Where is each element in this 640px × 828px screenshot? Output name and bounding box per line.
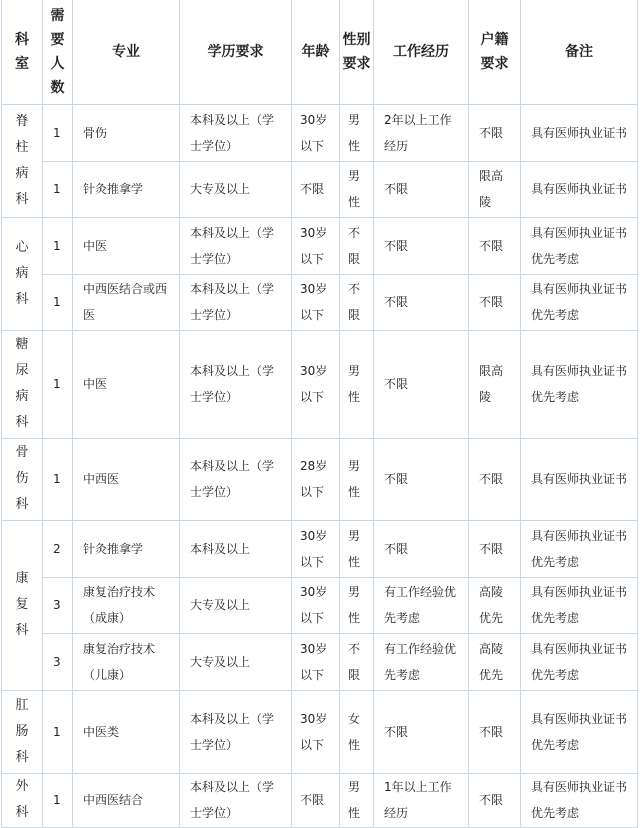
age-cell: 30岁以下 — [292, 633, 340, 690]
count-cell: 1 — [43, 330, 73, 438]
age-cell: 28岁以下 — [292, 438, 340, 520]
count-cell: 1 — [43, 438, 73, 520]
header-gender: 性别 要求 — [340, 0, 374, 104]
education-cell: 本科及以上（学士学位） — [180, 690, 292, 773]
education-cell: 本科及以上 — [180, 520, 292, 577]
gender-cell: 男 性 — [340, 577, 374, 633]
age-cell: 30岁以下 — [292, 690, 340, 773]
count-cell: 2 — [43, 520, 73, 577]
age-cell: 30岁以下 — [292, 520, 340, 577]
table-body — [2, 104, 638, 827]
notes-cell: 具有医师执业证书优先考虑 — [521, 274, 638, 330]
gender-cell: 不 限 — [340, 274, 374, 330]
notes-cell: 具有医师执业证书优先考虑 — [521, 217, 638, 274]
gender-cell: 不 限 — [340, 633, 374, 690]
age-cell: 30岁以下 — [292, 217, 340, 274]
education-cell: 大专及以上 — [180, 577, 292, 633]
major-cell: 中医类 — [73, 690, 180, 773]
dept-cell: 康 复 科 — [2, 520, 43, 690]
experience-cell: 不限 — [374, 274, 469, 330]
table-row — [2, 330, 638, 438]
residence-cell: 不限 — [469, 274, 521, 330]
age-cell: 30岁以下 — [292, 274, 340, 330]
experience-cell: 不限 — [374, 217, 469, 274]
gender-cell: 男 性 — [340, 104, 374, 161]
table-row — [2, 773, 638, 827]
dept-cell: 脊 柱 病 科 — [2, 104, 43, 217]
header-age: 年龄 — [292, 0, 340, 104]
table-row — [2, 161, 638, 217]
table-row — [2, 438, 638, 520]
residence-cell: 不限 — [469, 217, 521, 274]
education-cell: 本科及以上（学士学位） — [180, 217, 292, 274]
dept-cell: 心 病 科 — [2, 217, 43, 330]
major-cell: 中医 — [73, 330, 180, 438]
experience-cell: 2年以上工作经历 — [374, 104, 469, 161]
gender-cell: 男 性 — [340, 438, 374, 520]
age-cell: 30岁以下 — [292, 577, 340, 633]
dept-cell: 肛 肠 科 — [2, 690, 43, 773]
header-row — [2, 0, 638, 104]
header-dept: 科 室 — [2, 0, 43, 104]
dept-cell: 外 科 — [2, 773, 43, 827]
count-cell: 1 — [43, 773, 73, 827]
age-cell: 30岁以下 — [292, 330, 340, 438]
table-row — [2, 690, 638, 773]
gender-cell: 男 性 — [340, 330, 374, 438]
education-cell: 本科及以上（学士学位） — [180, 104, 292, 161]
major-cell: 中西医 — [73, 438, 180, 520]
education-cell: 大专及以上 — [180, 161, 292, 217]
residence-cell: 高陵优先 — [469, 577, 521, 633]
notes-cell: 具有医师执业证书 — [521, 161, 638, 217]
experience-cell: 不限 — [374, 330, 469, 438]
residence-cell: 不限 — [469, 520, 521, 577]
header-residence: 户籍 要求 — [469, 0, 521, 104]
major-cell: 针灸推拿学 — [73, 520, 180, 577]
header-education: 学历要求 — [180, 0, 292, 104]
notes-cell: 具有医师执业证书 — [521, 438, 638, 520]
notes-cell: 具有医师执业证书优先考虑 — [521, 773, 638, 827]
education-cell: 本科及以上（学士学位） — [180, 438, 292, 520]
major-cell: 针灸推拿学 — [73, 161, 180, 217]
header-notes: 备注 — [521, 0, 638, 104]
count-cell: 1 — [43, 104, 73, 161]
residence-cell: 限高陵 — [469, 161, 521, 217]
count-cell: 1 — [43, 217, 73, 274]
residence-cell: 不限 — [469, 690, 521, 773]
major-cell: 康复治疗技术（成康） — [73, 577, 180, 633]
age-cell: 30岁以下 — [292, 104, 340, 161]
table-row — [2, 577, 638, 633]
notes-cell: 具有医师执业证书 — [521, 104, 638, 161]
dept-cell: 糖 尿 病 科 — [2, 330, 43, 438]
education-cell: 大专及以上 — [180, 633, 292, 690]
table-row — [2, 633, 638, 690]
residence-cell: 不限 — [469, 104, 521, 161]
major-cell: 中西医结合 — [73, 773, 180, 827]
major-cell: 康复治疗技术（儿康） — [73, 633, 180, 690]
notes-cell: 具有医师执业证书优先考虑 — [521, 577, 638, 633]
education-cell: 本科及以上（学士学位） — [180, 330, 292, 438]
recruitment-table — [1, 0, 638, 828]
header-experience: 工作经历 — [374, 0, 469, 104]
count-cell: 3 — [43, 577, 73, 633]
residence-cell: 限高陵 — [469, 330, 521, 438]
education-cell: 本科及以上（学士学位） — [180, 773, 292, 827]
residence-cell: 高陵优先 — [469, 633, 521, 690]
gender-cell: 男 性 — [340, 520, 374, 577]
header-count: 需 要 人 数 — [43, 0, 73, 104]
age-cell: 不限 — [292, 773, 340, 827]
notes-cell: 具有医师执业证书优先考虑 — [521, 520, 638, 577]
dept-cell: 骨 伤 科 — [2, 438, 43, 520]
table-row — [2, 520, 638, 577]
table-row — [2, 274, 638, 330]
experience-cell: 有工作经验优先考虑 — [374, 577, 469, 633]
education-cell: 本科及以上（学士学位） — [180, 274, 292, 330]
residence-cell: 不限 — [469, 438, 521, 520]
major-cell: 骨伤 — [73, 104, 180, 161]
gender-cell: 女 性 — [340, 690, 374, 773]
gender-cell: 不 限 — [340, 217, 374, 274]
notes-cell: 具有医师执业证书优先考虑 — [521, 330, 638, 438]
count-cell: 3 — [43, 633, 73, 690]
notes-cell: 具有医师执业证书优先考虑 — [521, 633, 638, 690]
experience-cell: 不限 — [374, 520, 469, 577]
major-cell: 中西医结合或西医 — [73, 274, 180, 330]
age-cell: 不限 — [292, 161, 340, 217]
experience-cell: 不限 — [374, 161, 469, 217]
table-row — [2, 104, 638, 161]
count-cell: 1 — [43, 690, 73, 773]
count-cell: 1 — [43, 274, 73, 330]
experience-cell: 有工作经验优先考虑 — [374, 633, 469, 690]
table-row — [2, 217, 638, 274]
experience-cell: 不限 — [374, 690, 469, 773]
gender-cell: 男 性 — [340, 773, 374, 827]
notes-cell: 具有医师执业证书优先考虑 — [521, 690, 638, 773]
header-major: 专业 — [73, 0, 180, 104]
count-cell: 1 — [43, 161, 73, 217]
experience-cell: 1年以上工作经历 — [374, 773, 469, 827]
experience-cell: 不限 — [374, 438, 469, 520]
gender-cell: 男 性 — [340, 161, 374, 217]
residence-cell: 不限 — [469, 773, 521, 827]
major-cell: 中医 — [73, 217, 180, 274]
